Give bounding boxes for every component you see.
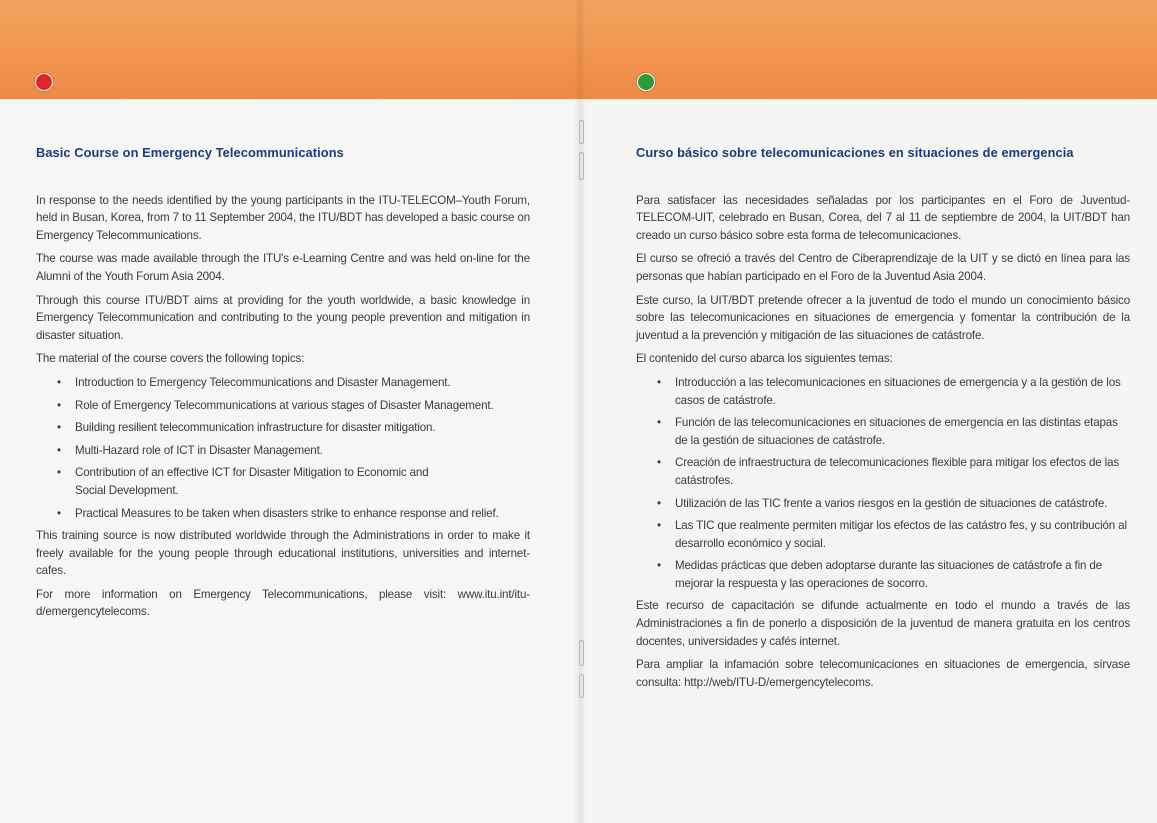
paragraph: The material of the course covers the following topics: xyxy=(36,352,305,366)
header-band xyxy=(0,0,580,99)
staple-icon xyxy=(579,152,584,180)
topics-list xyxy=(36,374,530,522)
red-dot-icon xyxy=(35,73,53,91)
staple-icon xyxy=(579,120,584,144)
page-title: Curso básico sobre telecomunicaciones en situaciones de emergencia xyxy=(636,145,1074,160)
list-item: • Las TIC que realmente permiten mitigar los efectos de las catástro fes, y su contribución al desarrollo económico y social. xyxy=(636,517,1130,552)
list-item: • Medidas prácticas que deben adoptarse durante las situaciones de catástrofe a fin de mejorar la respuesta y las operaciones de socorro. xyxy=(636,557,1130,592)
right-page xyxy=(580,0,1157,823)
paragraph: Este curso, la UIT/BDT pretende ofrecer a la juventud de todo el mundo un conocimiento básico sobre las telecomunicaciones en situaciones de emergencia y fomentar la contribución de la juventud a la prevención y mitigación de las situaciones de catástrofe. xyxy=(636,293,1130,342)
list-item: • Practical Measures to be taken when disasters strike to enhance response and relief. xyxy=(36,505,530,523)
list-item: • Role of Emergency Telecommunications at various stages of Disaster Management. xyxy=(36,397,530,415)
left-page-content xyxy=(36,144,530,627)
paragraph: Para satisfacer las necesidades señaladas por los participantes en el Foro de Juventud-TELECOM-UIT, celebrado en Busan, Corea, del 7 al 11 de septiembre de 2004, la UIT/BDT han creado un curso básico sobre esta forma de telecomunicaciones. xyxy=(636,193,1130,242)
list-item: • Multi-Hazard role of ICT in Disaster Management. xyxy=(36,442,530,460)
list-item: • Building resilient telecommunication infrastructure for disaster mitigation. xyxy=(36,419,530,437)
topics-list xyxy=(636,374,1130,593)
list-item: • Función de las telecomunicaciones en situaciones de emergencia en las distintas etapas de la gestión de situaciones de catástrofe. xyxy=(636,414,1130,449)
paragraph: For more information on Emergency Telecommunications, please visit: www.itu.int/itu-d/emergencytelecoms. xyxy=(36,587,530,619)
staple-icon xyxy=(579,674,584,698)
paragraph: This training source is now distributed worldwide through the Administrations in order to make it freely available for the young people through educational institutions, universities and internet-cafes. xyxy=(36,529,530,578)
right-page-content xyxy=(636,144,1130,697)
paragraph: El contenido del curso abarca los siguientes temas: xyxy=(636,352,893,366)
list-item: • Contribution of an effective ICT for Disaster Mitigation to Economic and Social Development. xyxy=(36,464,530,499)
paragraph: Through this course ITU/BDT aims at providing for the youth worldwide, a basic knowledge in Emergency Telecommunication and contributing to the young people prevention and mitigation in disaster situation. xyxy=(36,293,530,342)
green-dot-icon xyxy=(637,73,655,91)
list-item: • Utilización de las TIC frente a varios riesgos en la gestión de situaciones de catástrofe. xyxy=(636,495,1130,513)
list-item: • Introduction to Emergency Telecommunications and Disaster Management. xyxy=(36,374,530,392)
paragraph: Este recurso de capacitación se difunde actualmente en todo el mundo a través de las Administraciones a fin de ponerlo a disposición de la juventud de manera gratuita en los centros docentes, universidades y cafés internet. xyxy=(636,599,1130,648)
header-band xyxy=(580,0,1157,99)
list-item: • Creación de infraestructura de telecomunicaciones flexible para mitigar los efectos de las catástrofes. xyxy=(636,454,1130,489)
paragraph: The course was made available through the ITU's e-Learning Centre and was held on-line for the Alumni of the Youth Forum Asia 2004. xyxy=(36,252,530,283)
paragraph: In response to the needs identified by the young participants in the ITU-TELECOM–Youth Forum, held in Busan, Korea, from 7 to 11 September 2004, the ITU/BDT has developed a basic course on Emergency Telecommunications. xyxy=(36,193,530,242)
list-item: • Introducción a las telecomunicaciones en situaciones de emergencia y a la gestión de los casos de catástrofe. xyxy=(636,374,1130,409)
paragraph: El curso se ofreció a través del Centro de Ciberaprendizaje de la UIT y se dictó en línea para las personas que habían participado en el Foro de la Juventud Asia 2004. xyxy=(636,252,1130,283)
paragraph: Para ampliar la infamación sobre telecomunicaciones en situaciones de emergencia, sírvase consulta: http://web/ITU-D/emergencytelecoms. xyxy=(636,658,1130,689)
staple-icon xyxy=(579,640,584,666)
page-title: Basic Course on Emergency Telecommunications xyxy=(36,145,344,160)
